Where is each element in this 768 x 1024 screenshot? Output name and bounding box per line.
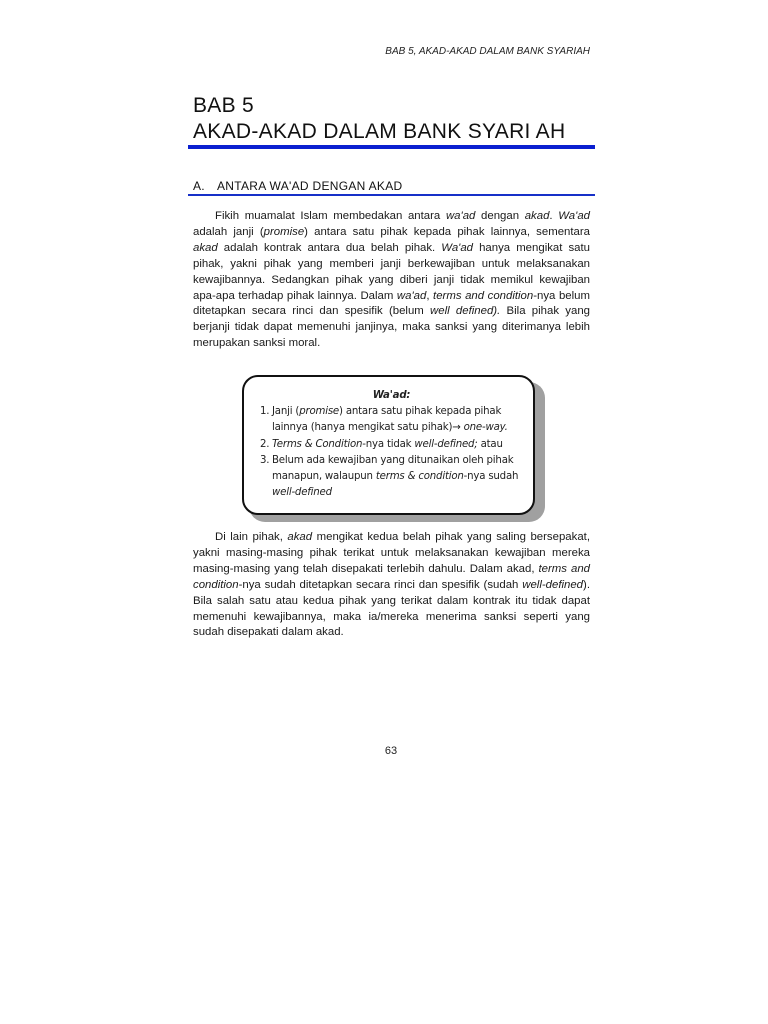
- text-run: terms & condition: [375, 471, 464, 483]
- text-run: ). Bila salah satu atau kedua pihak yang terikat dalam kontrak itu tidak dapat memenuhi kewajibannya, maka ia/mereka menerima sanksi seperti yang sudah disepakati dalam akad.: [193, 578, 590, 639]
- callout-title: Wa'ad:: [372, 390, 411, 401]
- title-underline: [188, 145, 595, 149]
- callout-list: [260, 404, 523, 501]
- text-run: akad: [524, 210, 550, 222]
- text-run: ,: [426, 289, 434, 302]
- text-run: atau: [477, 438, 503, 450]
- running-header: BAB 5, AKAD-AKAD DALAM BANK SYARIAH: [385, 46, 590, 57]
- paragraph-akad: [193, 530, 590, 641]
- text-run: Bila pihak yang berjanji tidak dapat memenuhi janjinya, maka sanksi yang diterimanya lebih merupakan sanksi moral.: [193, 305, 590, 350]
- text-run: wa'ad: [445, 210, 476, 222]
- callout-item-2: [260, 437, 523, 453]
- text-run: well-defined: [522, 578, 584, 591]
- chapter-title: [193, 93, 565, 145]
- waad-callout-box: [242, 375, 535, 515]
- item-number: 2.: [260, 438, 270, 450]
- text-run: dengan: [475, 210, 525, 222]
- section-title-text: ANTARA WA'AD DENGAN AKAD: [216, 179, 403, 193]
- text-run: akad: [193, 241, 218, 254]
- text-run: Fikih muamalat Islam membedakan antara: [215, 210, 446, 222]
- text-run: Di lain pihak,: [215, 531, 288, 543]
- text-run: terms and condition: [193, 562, 590, 591]
- section-number: A.: [193, 179, 205, 193]
- text-run: -nya tidak: [362, 438, 415, 450]
- text-run: well-defined;: [414, 438, 478, 450]
- text-run: well-defined: [272, 487, 332, 499]
- paragraph-waad: [193, 209, 590, 352]
- text-run: promise: [299, 406, 340, 418]
- text-run: well defined).: [430, 305, 501, 318]
- text-run: Janji (: [272, 406, 300, 418]
- callout-item-1: [260, 404, 523, 436]
- section-underline: [188, 194, 595, 196]
- text-run: ) antara satu pihak kepada pihak lainnya (hanya mengikat satu pihak)→: [272, 406, 502, 434]
- text-run: Wa'ad: [558, 210, 590, 222]
- text-run: -nya sudah ditetapkan secara rinci dan spesifik (sudah: [238, 578, 523, 591]
- text-run: adalah janji (: [193, 225, 264, 238]
- text-run: adalah kontrak antara dua belah pihak.: [217, 241, 442, 254]
- text-run: Wa'ad: [441, 241, 474, 254]
- item-number: 3.: [260, 454, 270, 466]
- text-run: .: [549, 210, 559, 222]
- text-run: terms and condition: [433, 289, 534, 302]
- text-run: Terms & Condition: [272, 438, 363, 450]
- text-run: promise: [263, 225, 305, 238]
- page-number: 63: [384, 745, 398, 757]
- text-run: wa'ad: [396, 289, 427, 302]
- text-run: one-way.: [463, 422, 508, 434]
- chapter-name: AKAD-AKAD DALAM BANK SYARI AH: [193, 120, 566, 143]
- callout-item-3: [260, 453, 523, 502]
- text-run: ) antara satu pihak kepada pihak lainnya, sementara: [304, 225, 590, 238]
- text-run: hanya mengikat satu pihak, yakni pihak yang memberi janji berkewajiban untuk melaksanakan kewajibannya. Sedangkan pihak yang diberi janji tidak memikul kewajiban apa-apa terhadap pihak lainnya. Dalam: [193, 241, 591, 302]
- text-run: mengikat kedua belah pihak yang saling bersepakat, yakni masing-masing pihak terikat untuk melaksanakan kewajiban mereka masing-masing yang telah disepakati terlebih dahulu. Dalam akad,: [193, 531, 590, 575]
- text-run: -nya belum ditetapkan secara rinci dan spesifik (belum: [193, 289, 590, 318]
- text-run: akad: [287, 531, 313, 543]
- chapter-number: BAB 5: [193, 94, 255, 117]
- section-heading: [193, 179, 402, 193]
- text-run: -nya sudah: [463, 471, 519, 483]
- item-number: 1.: [260, 406, 270, 418]
- text-run: Belum ada kewajiban yang ditunaikan oleh pihak manapun, walaupun: [272, 454, 514, 483]
